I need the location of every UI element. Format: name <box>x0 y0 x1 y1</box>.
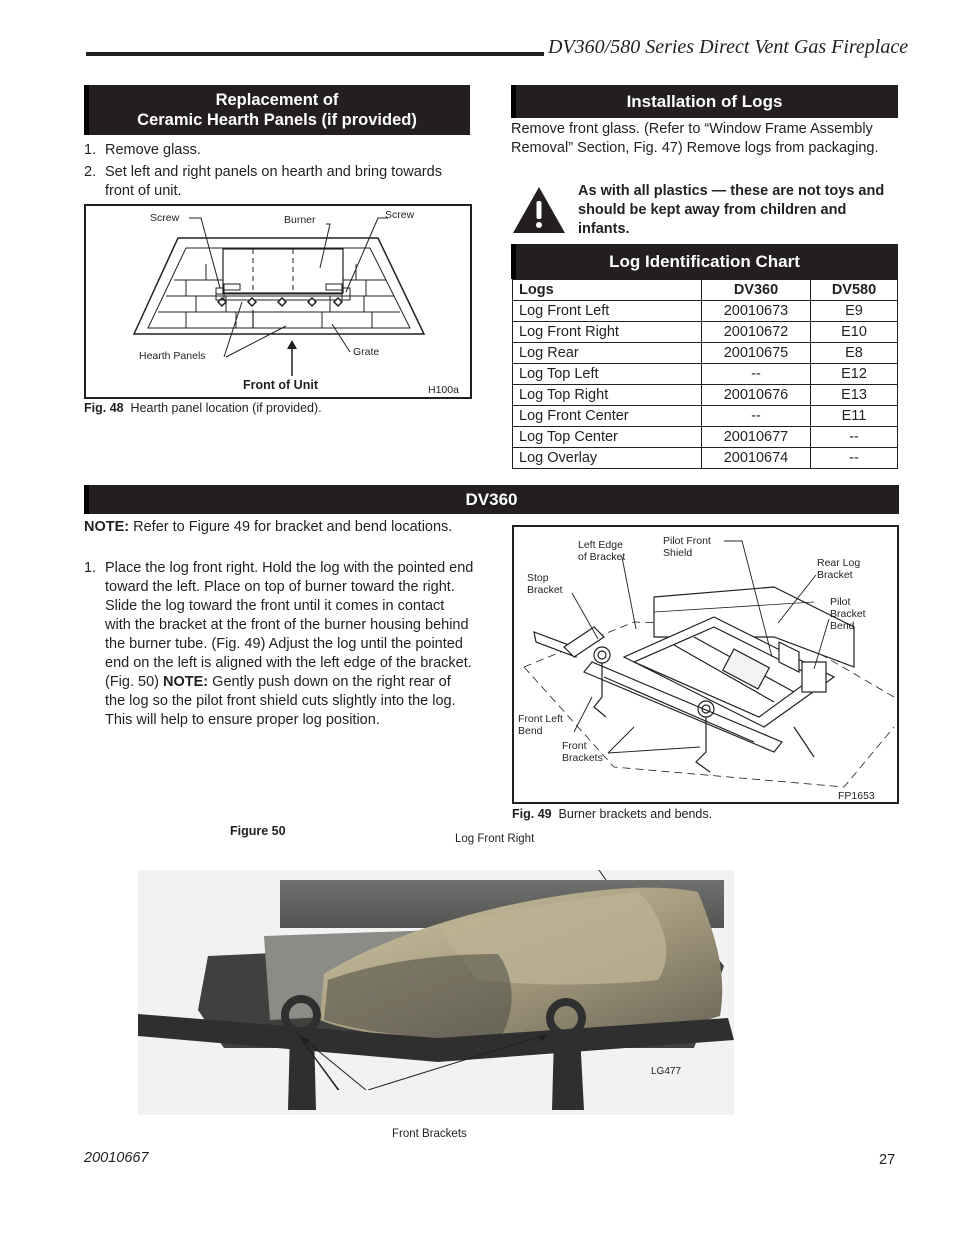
table-row <box>513 343 898 364</box>
caption-text: Hearth panel location (if provided). <box>130 401 322 415</box>
table-row <box>513 406 898 427</box>
list-item <box>84 559 474 730</box>
dv360-note <box>84 518 454 537</box>
table-row <box>513 448 898 469</box>
note-label: NOTE: <box>84 519 130 535</box>
heading-accent <box>84 485 89 514</box>
caption-number: Fig. 48 <box>84 401 124 415</box>
step-note-label: NOTE: <box>163 674 209 690</box>
heading-accent <box>511 244 516 279</box>
page-number: 27 <box>879 1152 896 1168</box>
hearth-title-line2: Ceramic Hearth Panels (if provided) <box>137 111 417 129</box>
cell-dv360: -- <box>702 406 811 427</box>
cell-log: Log Front Right <box>513 322 702 343</box>
label-grate: Grate <box>353 346 380 358</box>
label-log-front-right: Log Front Right <box>455 833 535 845</box>
step-text: Remove glass. <box>105 142 201 158</box>
label-pilot-front-shield: Pilot Front Shield <box>663 535 711 559</box>
figure-50-title: Figure 50 <box>230 824 286 838</box>
table-row <box>513 301 898 322</box>
front-brackets-leaders <box>296 1030 556 1090</box>
install-section-heading <box>511 85 898 118</box>
page-header-title: DV360/580 Series Direct Vent Gas Fireplace <box>548 36 909 58</box>
photo-code: LG477 <box>651 1066 682 1077</box>
figure-49-caption <box>512 807 712 821</box>
cell-dv360: 20010676 <box>702 385 811 406</box>
cell-dv580: -- <box>811 448 898 469</box>
list-item <box>84 163 474 201</box>
cell-dv580: E11 <box>811 406 898 427</box>
cell-dv360: -- <box>702 364 811 385</box>
label-front-brackets: Front Brackets <box>562 740 603 764</box>
cell-dv580: E10 <box>811 322 898 343</box>
step-number: 1. <box>84 560 97 576</box>
list-item <box>84 141 474 160</box>
cell-log: Log Front Left <box>513 301 702 322</box>
label-left-edge-of-bracket: Left Edge of Bracket <box>578 539 626 563</box>
log-chart-title: Log Identification Chart <box>609 252 800 271</box>
warning-text: As with all plastics — these are not toys and should be kept away from children and infants. <box>578 183 885 237</box>
cell-dv580: E8 <box>811 343 898 364</box>
log-chart-heading <box>511 244 898 279</box>
cell-log: Log Front Center <box>513 406 702 427</box>
table-header-row <box>513 280 898 301</box>
heading-accent <box>84 85 89 135</box>
hearth-section-heading <box>84 85 470 135</box>
hearth-steps <box>84 141 474 201</box>
table-row <box>513 322 898 343</box>
table-row <box>513 385 898 406</box>
figure-48 <box>84 204 472 399</box>
column-header: DV360 <box>702 280 811 301</box>
cell-log: Log Rear <box>513 343 702 364</box>
figure-code: H100a <box>428 384 459 396</box>
install-title: Installation of Logs <box>626 92 783 111</box>
cell-log: Log Top Right <box>513 385 702 406</box>
step-text: Place the log front right. Hold the log with the pointed end toward the left. Place on top of burner toward the right. Slide the log toward the front until it comes in contact with the bracket at the front of the burner housing behind the burner tube. (Fig. 49) Adjust the log until the pointed end on the left is aligned with the left edge of the bracket. (Fig. 50) <box>105 560 474 690</box>
cell-dv580: -- <box>811 427 898 448</box>
hearth-title-line1: Replacement of <box>215 91 339 109</box>
step-number: 1. <box>84 142 97 158</box>
caption-text: Burner brackets and bends. <box>558 807 713 821</box>
cell-dv360: 20010674 <box>702 448 811 469</box>
dv360-steps <box>84 559 474 730</box>
cell-dv360: 20010675 <box>702 343 811 364</box>
warning-icon <box>511 185 567 235</box>
label-hearth-panels: Hearth Panels <box>139 350 206 362</box>
install-intro: Remove front glass. (Refer to “Window Frame Assembly Removal” Section, Fig. 47) Remove logs from packaging. <box>511 121 879 156</box>
figure-49 <box>512 525 899 804</box>
label-front-brackets: Front Brackets <box>392 1128 467 1140</box>
cell-log: Log Top Left <box>513 364 702 385</box>
hearth-diagram <box>86 206 470 397</box>
dv360-section-heading <box>84 485 899 514</box>
table-row <box>513 364 898 385</box>
column-header: Logs <box>513 280 702 301</box>
cell-log: Log Overlay <box>513 448 702 469</box>
document-number: 20010667 <box>84 1150 149 1166</box>
label-rear-log-bracket: Rear Log Bracket <box>817 557 861 581</box>
log-identification-table <box>512 279 898 469</box>
header-rule <box>86 52 544 56</box>
caption-number: Fig. 49 <box>512 807 552 821</box>
note-text: Refer to Figure 49 for bracket and bend locations. <box>133 519 453 535</box>
column-header: DV580 <box>811 280 898 301</box>
cell-dv580: E13 <box>811 385 898 406</box>
cell-dv360: 20010677 <box>702 427 811 448</box>
cell-log: Log Top Center <box>513 427 702 448</box>
figure-code: FP1653 <box>838 790 875 802</box>
step-number: 2. <box>84 164 97 180</box>
figure-48-caption <box>84 401 322 415</box>
dv360-title: DV360 <box>465 490 518 509</box>
label-stop-bracket: Stop Bracket <box>527 572 563 596</box>
label-front-left-bend: Front Left Bend <box>518 713 563 737</box>
cell-dv580: E9 <box>811 301 898 322</box>
label-front-of-unit: Front of Unit <box>243 378 318 392</box>
step-text: Set left and right panels on hearth and bring towards front of unit. <box>105 164 442 199</box>
label-pilot-bracket-bend: Pilot Bracket Bend <box>830 596 866 632</box>
label-screw-left: Screw <box>150 212 180 224</box>
label-screw-right: Screw <box>385 209 415 221</box>
step-text-continued: Gently push down on the right rear of the log so the pilot front shield cuts slightly into the log. This will help to ensure proper log position. <box>105 674 456 728</box>
heading-accent <box>511 85 516 118</box>
cell-dv360: 20010673 <box>702 301 811 322</box>
label-burner: Burner <box>284 214 316 226</box>
cell-dv360: 20010672 <box>702 322 811 343</box>
cell-dv580: E12 <box>811 364 898 385</box>
table-row <box>513 427 898 448</box>
